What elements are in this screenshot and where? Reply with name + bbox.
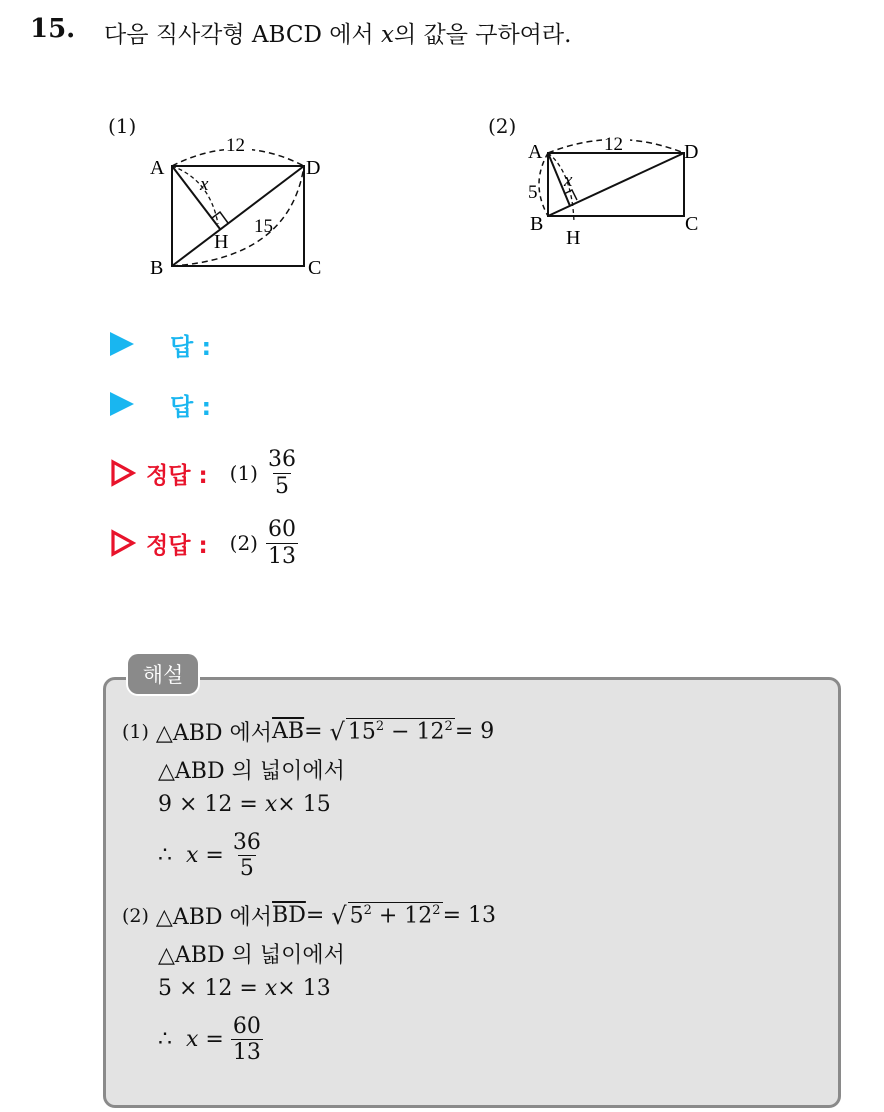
solution-2-line-3 [158, 976, 331, 1001]
correct-part-1: (1) [229, 461, 258, 485]
red-triangle-icon [110, 529, 136, 557]
figure2-point-h: H [566, 227, 581, 249]
figure1-label: (1) [108, 114, 137, 138]
therefore-symbol: ∴ [158, 1027, 172, 1053]
figure2-label: (2) [488, 114, 517, 138]
fraction-numerator: 60 [232, 1014, 261, 1039]
question-text-before: 다음 직사각형 ABCD 에서 [104, 22, 381, 48]
rad-term-b: 12 [404, 902, 433, 928]
answer-blank-label-2: 답 : [170, 392, 212, 421]
sqrt-expression-1 [330, 718, 455, 746]
figure2-point-b: B [530, 213, 544, 235]
exponent: 2 [444, 718, 453, 734]
correct-answer-1 [110, 446, 298, 500]
correct-answer-2 [110, 516, 298, 570]
fraction-denominator: 5 [275, 473, 289, 499]
radical-icon: √ [329, 717, 345, 746]
figure2-side-length: 5 [528, 182, 538, 203]
correct-label-1: 정답 : [146, 462, 208, 489]
answer-blank-1[interactable] [110, 322, 211, 366]
correct-fraction-1 [266, 447, 298, 499]
figure1-point-h: H [214, 231, 229, 253]
figure1-x-label: x [200, 174, 209, 195]
figure2-point-d: D [684, 141, 699, 163]
equals: = [304, 719, 323, 744]
figure1-altitude-ah [172, 166, 220, 229]
segment-ab: $\overline{AB}$ [272, 719, 305, 744]
solution-2-fraction [231, 1014, 263, 1066]
question-variable: x [380, 22, 394, 48]
solution-1-result: = 9 [454, 719, 495, 744]
figure1-point-c: C [308, 257, 322, 278]
equation-right: × 13 [277, 976, 331, 1001]
figure1-point-b: B [150, 257, 164, 278]
figure1-point-d: D [306, 157, 321, 179]
equals: = [305, 903, 325, 928]
solution-badge: 해설 [128, 654, 198, 694]
exponent: 2 [363, 902, 372, 918]
fraction-numerator: 60 [268, 517, 296, 543]
question-text-after: 의 값을 구하여라. [393, 22, 572, 48]
sqrt-expression-2 [331, 902, 442, 930]
equation-left: 9 × 12 = [158, 792, 258, 817]
question-text [104, 16, 571, 49]
solution-2-line-2: △ABD 의 넓이에서 [158, 943, 345, 968]
answer-blank-label-1: 답 : [170, 332, 212, 361]
figure1-diagram [140, 128, 340, 278]
correct-fraction-2 [266, 517, 298, 569]
radical-icon: √ [331, 901, 347, 930]
figure1-diag-length: 15 [254, 216, 273, 237]
fraction-numerator: 36 [268, 447, 296, 473]
solution-1-line-2: △ABD 의 넓이에서 [158, 759, 345, 784]
exponent: 2 [432, 902, 441, 918]
therefore-symbol: ∴ [158, 843, 172, 869]
rad-term-a: 15 [347, 718, 376, 744]
rad-op: − [384, 718, 417, 744]
solution-2-line-4: ∴ x = $\frac{60}{13}$ [158, 1014, 261, 1066]
answer-blank-2[interactable] [110, 382, 211, 426]
rad-op: + [371, 902, 405, 928]
solution-2-prefix: △ABD 에서 [155, 905, 273, 930]
fraction-numerator: 36 [232, 830, 261, 855]
blue-triangle-icon [110, 332, 134, 356]
figure2-diagram [520, 128, 720, 258]
equation-left: 5 × 12 = [158, 976, 258, 1001]
figure1-diagonal-bd [172, 166, 304, 266]
correct-label-2: 정답 : [146, 532, 208, 559]
solution-1-prefix: △ABD 에서 [155, 721, 273, 746]
figure2-top-length: 12 [604, 134, 623, 155]
correct-part-2: (2) [229, 531, 258, 555]
variable-x: x [264, 792, 278, 817]
fraction-denominator: 13 [232, 1040, 261, 1066]
question-number: 15. [30, 14, 76, 44]
solution-2-result: = 13 [442, 903, 496, 928]
figure1-top-length: 12 [226, 135, 245, 156]
figure2-point-a: A [528, 141, 543, 163]
equation-right: × 15 [277, 792, 331, 817]
red-triangle-icon [110, 459, 136, 487]
segment-bd: $\overline{BD}$ [272, 903, 306, 928]
rad-term-b: 12 [416, 718, 445, 744]
solution-1-line-3 [158, 792, 331, 817]
solution-1-line-4: ∴ x = $\frac{36}{5}$ [158, 830, 261, 882]
solution-2-label: (2) [122, 904, 149, 927]
fraction-denominator: 13 [268, 543, 296, 569]
solution-1-line-1 [122, 716, 494, 747]
variable-x: x [186, 843, 199, 869]
solution-1-label: (1) [122, 720, 149, 743]
rad-term-a: 5 [349, 902, 364, 928]
figure2-point-c: C [685, 213, 699, 235]
exponent: 2 [375, 718, 385, 734]
variable-x: x [264, 976, 278, 1001]
solution-1-fraction [231, 830, 263, 882]
fraction-denominator: 5 [239, 856, 254, 882]
figure2-x-label: x [564, 170, 573, 191]
blue-triangle-icon [110, 392, 134, 416]
solution-2-line-1 [122, 900, 496, 931]
variable-x: x [186, 1027, 199, 1053]
figure1-point-a: A [150, 157, 165, 179]
